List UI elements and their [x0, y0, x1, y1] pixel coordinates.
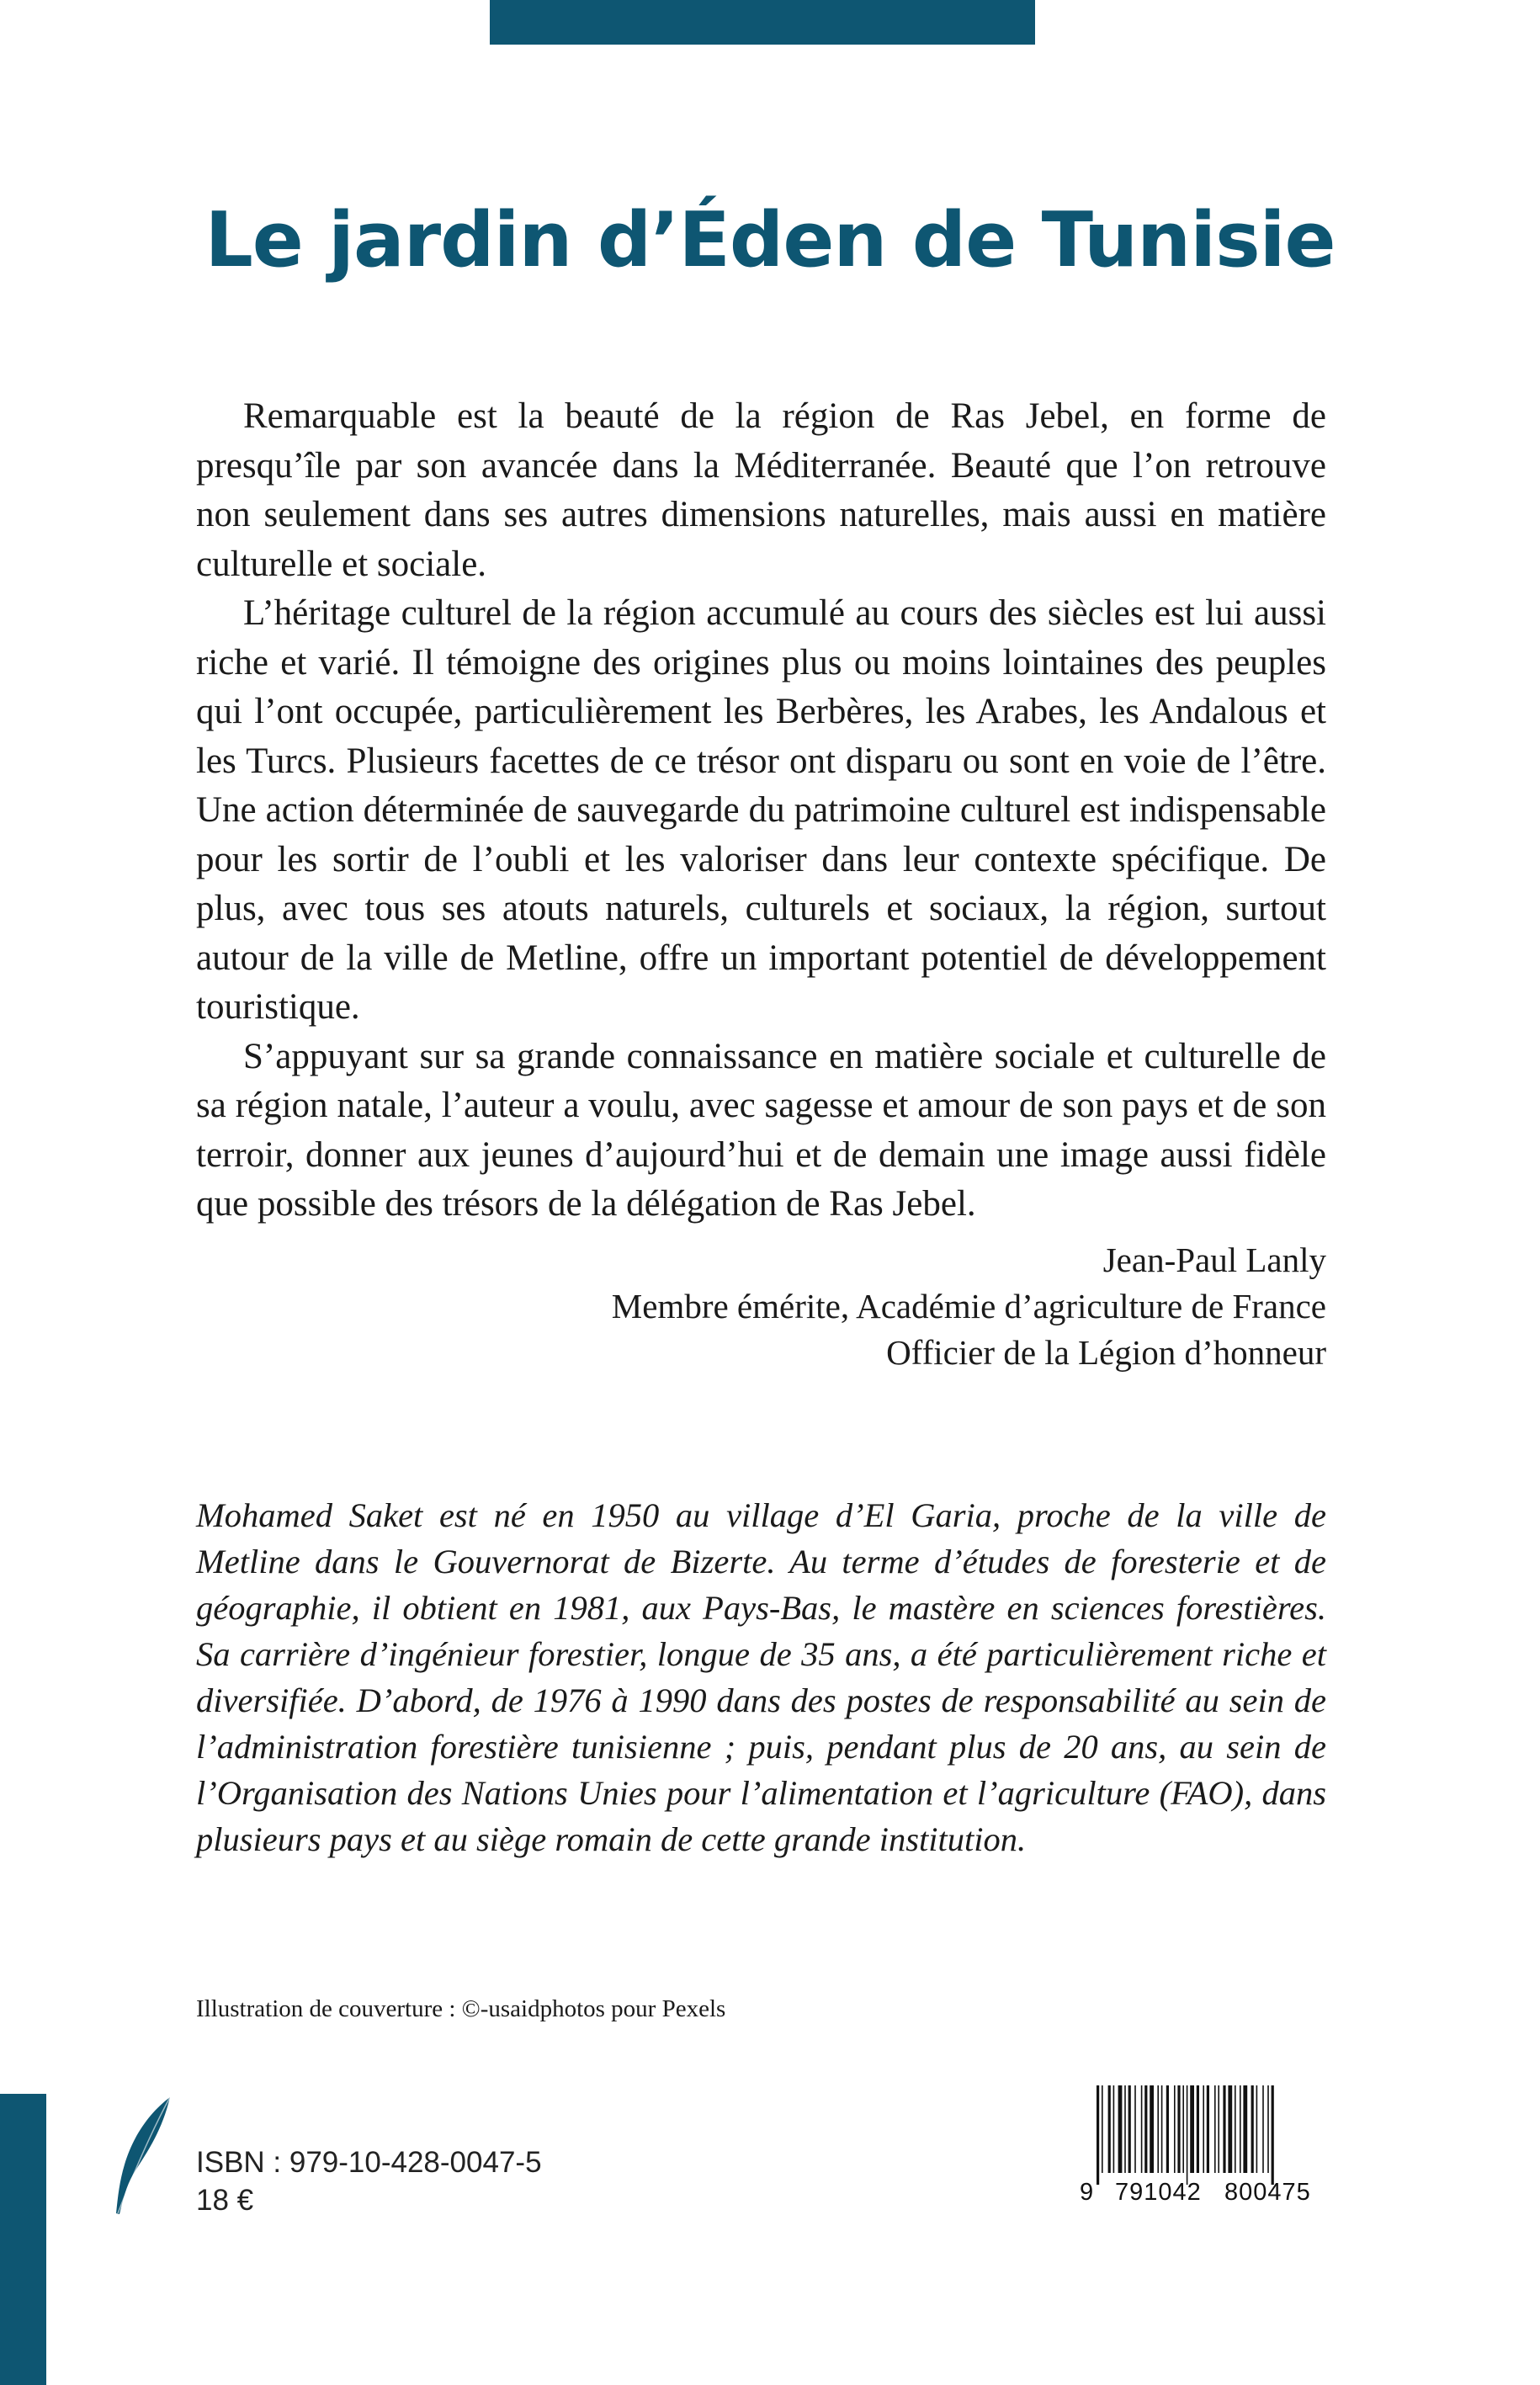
barcode-digits	[1080, 2175, 1329, 2209]
price: 18 €	[196, 2184, 254, 2217]
barcode-bar	[1182, 2085, 1184, 2173]
barcode-bar	[1118, 2085, 1123, 2173]
barcode-bar	[1102, 2085, 1103, 2173]
barcode-bar	[1161, 2085, 1163, 2173]
barcode-bar	[1113, 2085, 1115, 2173]
barcode-bar	[1272, 2085, 1274, 2185]
bottom-side-accent-bar	[0, 2094, 46, 2385]
barcode-bar	[1251, 2085, 1254, 2173]
barcode-bar	[1177, 2085, 1180, 2173]
barcode-bar	[1124, 2085, 1126, 2173]
barcode-bar	[1207, 2085, 1209, 2173]
barcode-bar	[1108, 2085, 1111, 2173]
barcode-bar	[1174, 2085, 1176, 2173]
barcode-bar	[1128, 2085, 1131, 2173]
barcode-bar	[1134, 2085, 1136, 2173]
barcode-bar	[1228, 2085, 1232, 2173]
back-cover-blurb	[196, 392, 1326, 1230]
blurb-paragraph: S’appuyant sur sa grande connaissance en matière sociale et culturelle de sa région natale, l’auteur a voulu, avec sagesse et amour de son pays et de son terroir, donner aux jeunes d’aujourd’hui et de demain une image aussi fidèle que possible des trésors de la délégation de Ras Jebel.	[196, 1036, 1326, 1224]
signature-role: Officier de la Légion d’honneur	[886, 1333, 1326, 1372]
isbn-number: ISBN : 979-10-428-0047-5	[196, 2146, 542, 2179]
signature-role: Membre émérite, Académie d’agriculture de France	[611, 1287, 1326, 1325]
barcode-bar	[1235, 2085, 1236, 2173]
barcode-bar	[1144, 2085, 1147, 2173]
barcode-bar	[1243, 2085, 1247, 2173]
barcode-bar	[1166, 2085, 1169, 2173]
barcode-bar	[1267, 2085, 1269, 2173]
barcode-bar	[1150, 2085, 1154, 2173]
barcode-first-digit: 9	[1080, 2179, 1094, 2206]
blurb-signature	[196, 1237, 1326, 1376]
barcode-bar	[1256, 2085, 1258, 2173]
book-title: Le jardin d’Éden de Tunisie	[204, 196, 1336, 284]
barcode-bar	[1223, 2085, 1225, 2173]
barcode-bar	[1097, 2085, 1099, 2185]
blurb-paragraph: Remarquable est la beauté de la région de Ras Jebel, en forme de presqu’île par son avancée dans la Méditerranée. Beauté que l’on retrouve non seulement dans ses autres dimensions naturelles, mais aussi en matière culturelle et sociale.	[196, 396, 1326, 584]
barcode-bar	[1262, 2085, 1264, 2173]
barcode-bar	[1203, 2085, 1204, 2173]
barcode-left-digits: 791042	[1115, 2179, 1202, 2206]
barcode-bar	[1214, 2085, 1216, 2173]
feather-quill-icon	[108, 2094, 175, 2220]
top-accent-bar	[490, 0, 1035, 45]
barcode-bar	[1197, 2085, 1199, 2173]
author-biography: Mohamed Saket est né en 1950 au village d’El Garia, proche de la ville de Metline dans le Gouvernorat de Bizerte. Au terme d’études de foresterie et de géographie, il obtient en 1981, aux Pays-Bas, le mastère en sciences forestières. Sa carrière d’ingénieur forestier, longue de 35 ans, a été particulièrement riche et diversifiée. D’abord, de 1976 à 1990 dans des postes de responsabilité au sein de l’administration forestière tunisienne ; puis, pendant plus de 20 ans, au sein de l’Organisation des Nations Unies pour l’alimentation et l’agriculture (FAO), dans plusieurs pays et au siège romain de cette grande institution.	[196, 1496, 1326, 1858]
barcode-right-digits: 800475	[1224, 2179, 1311, 2206]
blurb-paragraph: L’héritage culturel de la région accumulé au cours des siècles est lui aussi riche et varié. Il témoigne des origines plus ou moins lointaines des peuples qui l’ont occupée, particulièrement les Berbères, les Arabes, les Andalous et les Turcs. Plusieurs facettes de ce trésor ont disparu ou sont en voie de l’être. Une action déterminée de sauvegarde du patrimoine culturel est indispensable pour les sortir de l’oubli et les valoriser dans leur contexte spécifique. De plus, avec tous ses atouts naturels, culturels et sociaux, la région, surtout autour de la ville de Metline, offre un important potentiel de développement touristique.	[196, 593, 1326, 1027]
barcode-bar	[1157, 2085, 1159, 2173]
barcode-bar	[1240, 2085, 1241, 2173]
cover-illustration-credit: Illustration de couverture : ©-usaidphotos pour Pexels	[196, 1995, 726, 2022]
barcode-bar	[1190, 2085, 1194, 2173]
signature-name: Jean-Paul Lanly	[1102, 1240, 1326, 1279]
barcode-bar	[1218, 2085, 1219, 2173]
barcode-bar	[1187, 2085, 1188, 2185]
barcode-bar	[1141, 2085, 1143, 2173]
